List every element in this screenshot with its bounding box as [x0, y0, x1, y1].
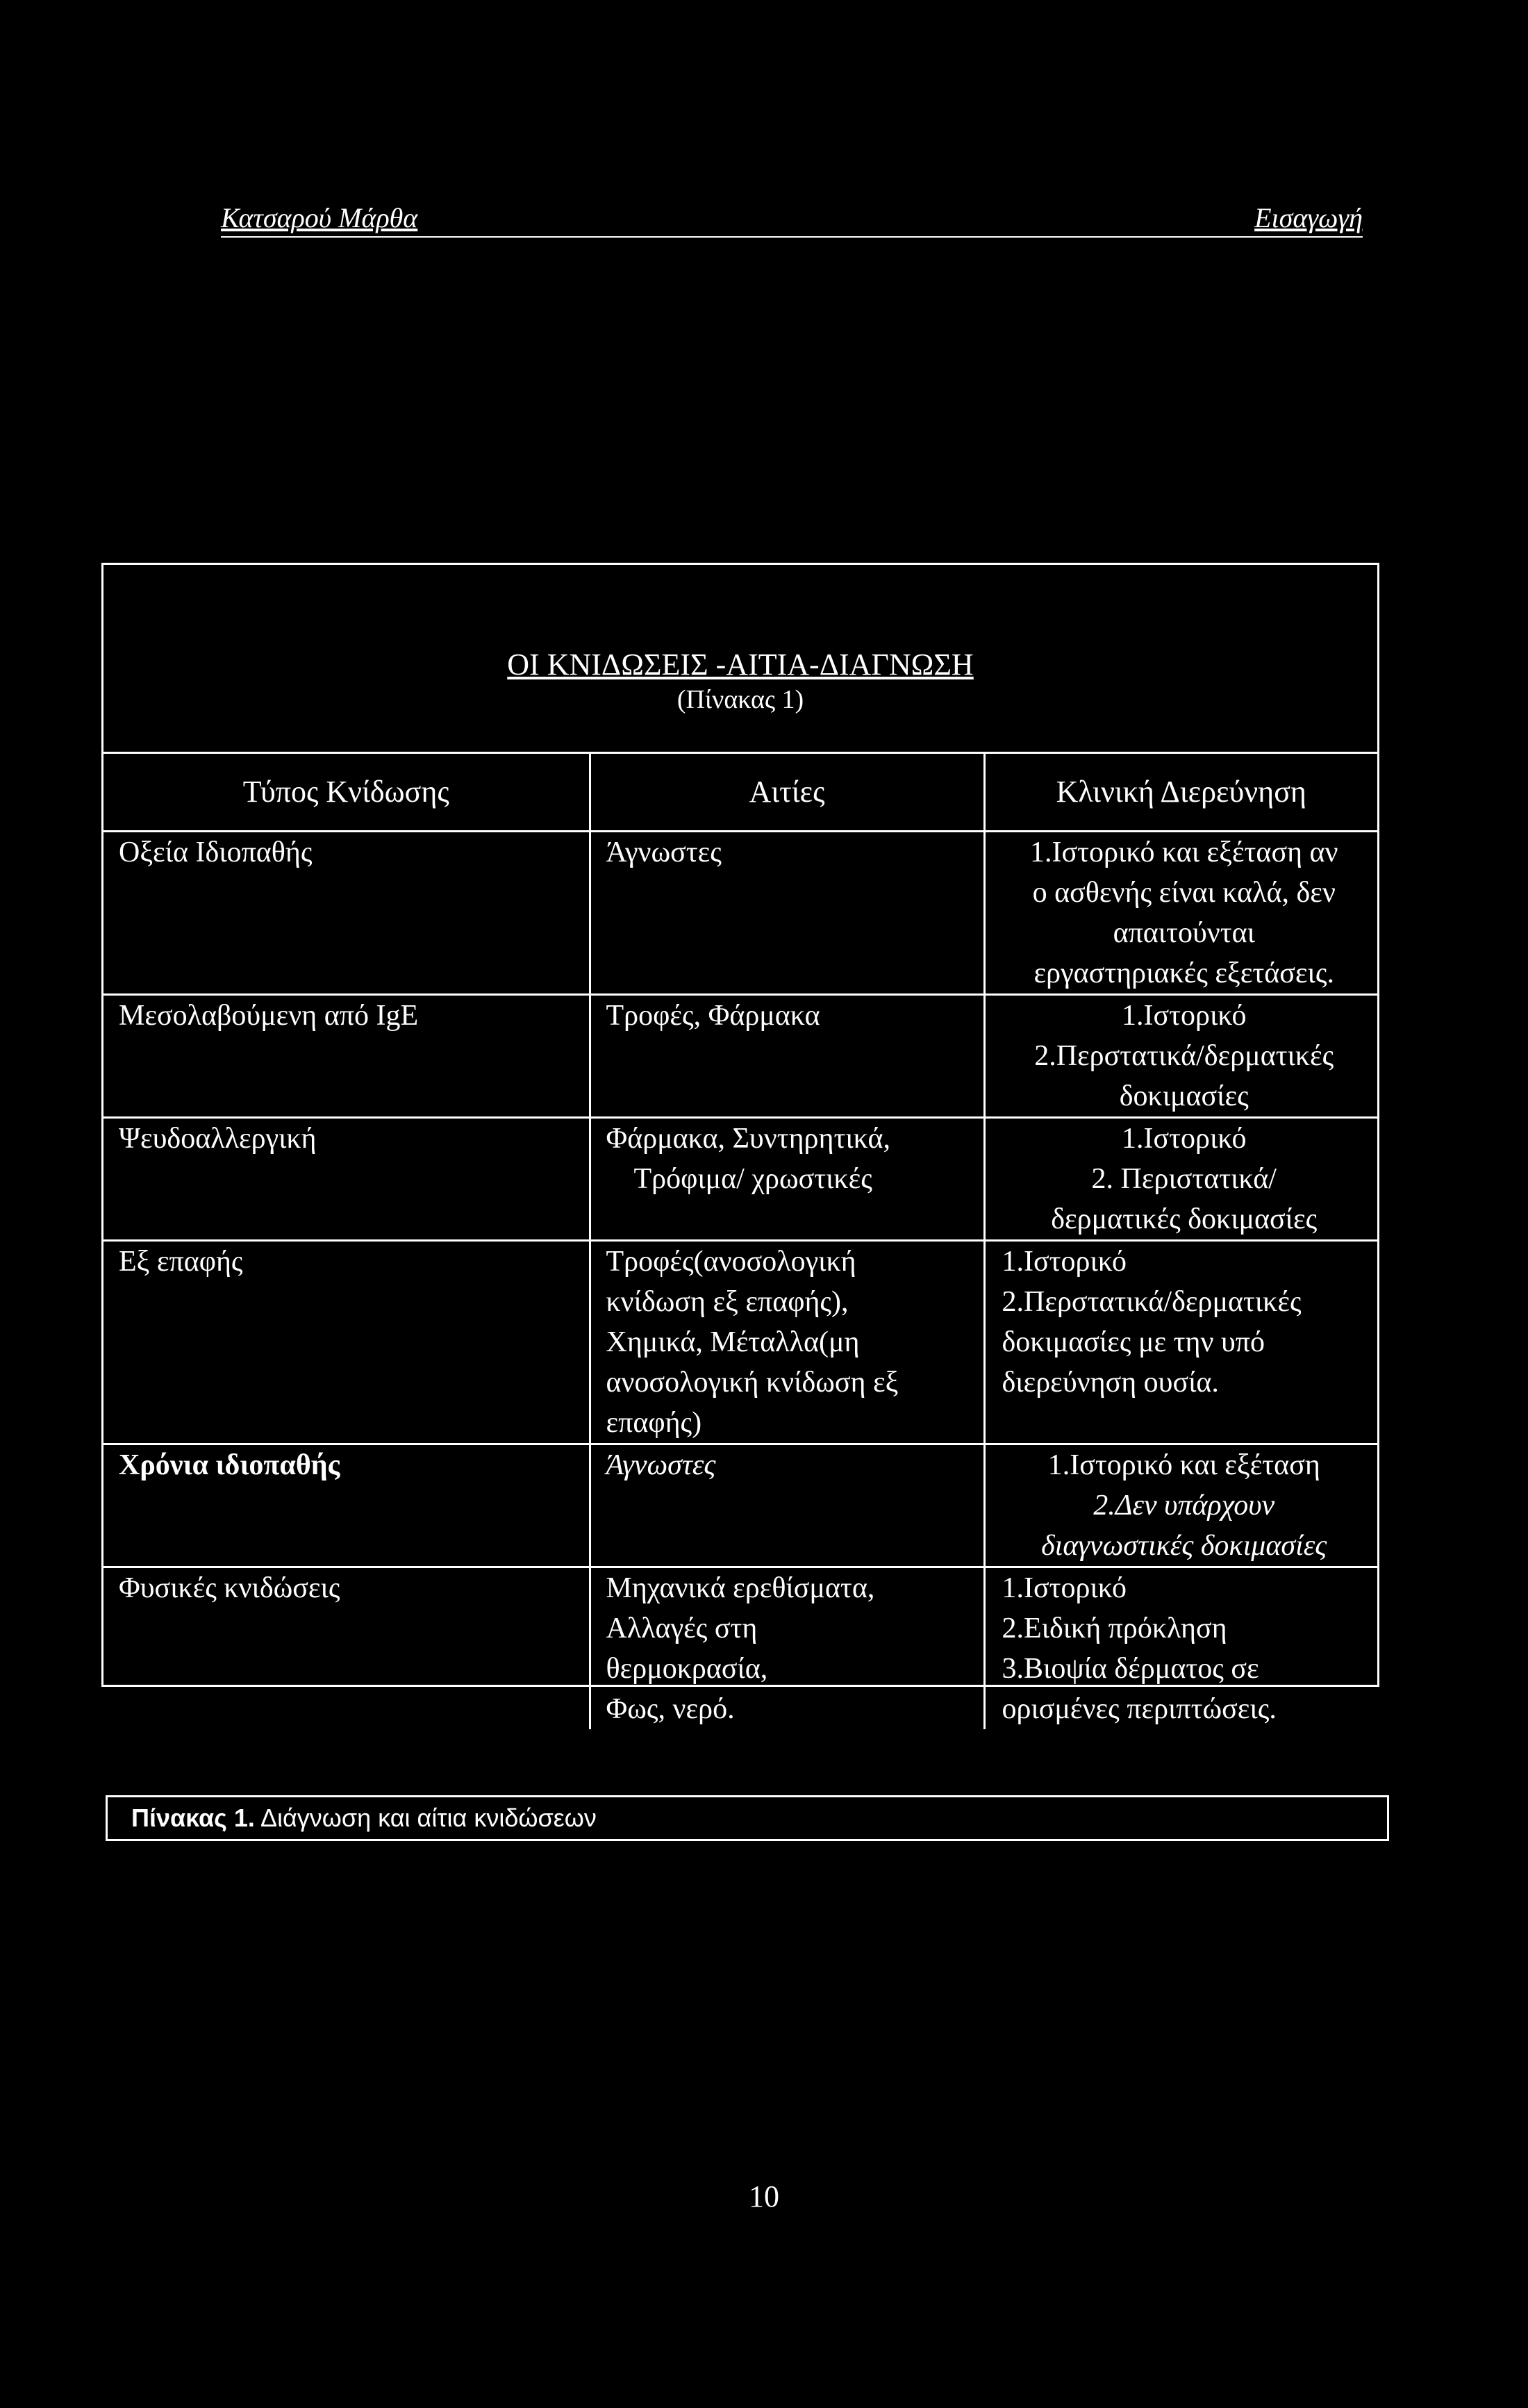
cell-line: διερεύνηση ουσία. [1002, 1367, 1219, 1399]
table-row [103, 995, 1377, 1118]
table-row [103, 1444, 1377, 1567]
cell-line: Χρόνια ιδιοπαθής [119, 1449, 340, 1481]
table-row [103, 1241, 1377, 1444]
cell-causes [590, 1567, 984, 1730]
cell-causes [590, 1118, 984, 1241]
cell-line: Οξεία Ιδιοπαθής [119, 836, 313, 868]
table-subtitle: (Πίνακας 1) [676, 685, 804, 714]
cell-line: Φως, νερό. [606, 1693, 735, 1725]
column-header-causes: Αιτίες [590, 753, 984, 832]
caption-text: Διάγνωση και αίτια κνιδώσεων [254, 1804, 597, 1832]
table-row [103, 1567, 1377, 1730]
cell-type [103, 1118, 590, 1241]
cell-line: 2.Δεν υπάρχουν [1093, 1490, 1275, 1522]
cell-type [103, 995, 590, 1118]
cell-line: Φυσικές κνιδώσεις [119, 1572, 340, 1604]
cell-line: Άγνωστες [606, 1449, 716, 1481]
cell-line: εργαστηριακές εξετάσεις. [1033, 957, 1334, 989]
table-grid [103, 752, 1377, 1729]
page-number: 10 [749, 2179, 779, 2213]
cell-line: Ψευδοαλλεργική [119, 1123, 317, 1155]
cell-line: ο ασθενής είναι καλά, δεν [1032, 877, 1336, 909]
cell-line: δερματικές δοκιμασίες [1051, 1203, 1318, 1235]
cell-line: Άγνωστες [606, 836, 722, 868]
table-row [103, 1118, 1377, 1241]
cell-line: δοκιμασίες με την υπό [1002, 1326, 1265, 1358]
cell-line: Φάρμακα, Συντηρητικά, [606, 1123, 890, 1155]
cell-line: Εξ επαφής [119, 1246, 243, 1278]
cell-type [103, 1567, 590, 1730]
cell-line: Τροφές, Φάρμακα [606, 1000, 820, 1032]
column-header-type: Τύπος Κνίδωσης [103, 753, 590, 832]
cell-causes [590, 1444, 984, 1567]
cell-line: 1.Ιστορικό [1121, 1000, 1247, 1032]
cell-line: ορισμένες περιπτώσεις. [1002, 1693, 1277, 1725]
table-row [103, 832, 1377, 995]
cell-line: κνίδωση εξ επαφής), [606, 1286, 849, 1318]
cell-diagnosis [984, 832, 1377, 995]
cell-line: 2.Περστατικά/δερματικές [1002, 1286, 1302, 1318]
cell-line: 2.Ειδική πρόκληση [1002, 1613, 1227, 1644]
cell-type [103, 1241, 590, 1444]
table-caption [103, 565, 1377, 754]
cell-line: 1.Ιστορικό [1002, 1246, 1127, 1278]
cell-line: Τρόφιμα/ χρωστικές [633, 1163, 872, 1195]
cell-causes [590, 1241, 984, 1444]
urticaria-table [101, 563, 1379, 1725]
cell-diagnosis [984, 1567, 1377, 1730]
cell-line: Αλλαγές στη [606, 1613, 758, 1644]
running-header [221, 200, 1363, 238]
cell-line: 1.Ιστορικό και εξέταση [1047, 1449, 1320, 1481]
cell-type [103, 832, 590, 995]
header-section: Εισαγωγή [1254, 202, 1363, 233]
table-header-row [103, 753, 1377, 832]
cell-line: δοκιμασίες [1119, 1080, 1249, 1112]
cell-line: επαφής) [606, 1407, 702, 1439]
cell-causes [590, 995, 984, 1118]
table-title: ΟΙ ΚΝΙΔΩΣΕΙΣ -ΑΙΤΙΑ-ΔΙΑΓΝΩΣΗ [507, 648, 974, 682]
caption-label: Πίνακας 1. [131, 1804, 255, 1832]
cell-type [103, 1444, 590, 1567]
cell-line: Τροφές(ανοσολογική [606, 1246, 856, 1278]
cell-diagnosis [984, 1241, 1377, 1444]
column-header-diagnosis: Κλινική Διερεύνηση [984, 753, 1377, 832]
cell-line: διαγνωστικές δοκιμασίες [1041, 1530, 1327, 1562]
cell-line: 3.Βιοψία δέρματος σε [1002, 1653, 1259, 1685]
cell-diagnosis [984, 1444, 1377, 1567]
figure-caption [106, 1795, 1389, 1841]
cell-diagnosis [984, 1118, 1377, 1241]
cell-line: Μηχανικά ερεθίσματα, [606, 1572, 875, 1604]
cell-diagnosis [984, 995, 1377, 1118]
cell-line: 1.Ιστορικό και εξέταση αν [1029, 836, 1338, 868]
cell-line: 2. Περιστατικά/ [1091, 1163, 1277, 1195]
cell-line: 2.Περστατικά/δερματικές [1034, 1040, 1334, 1072]
cell-line: απαιτούνται [1113, 917, 1255, 949]
cell-line: 1.Ιστορικό [1121, 1123, 1247, 1155]
header-author: Κατσαρού Μάρθα [221, 202, 418, 233]
cell-line: Μεσολαβούμενη από IgE [119, 1000, 419, 1032]
cell-causes [590, 832, 984, 995]
cell-line: 1.Ιστορικό [1002, 1572, 1127, 1604]
cell-line: ανοσολογική κνίδωση εξ [606, 1367, 899, 1399]
cell-line: θερμοκρασία, [606, 1653, 768, 1685]
cell-line: Χημικά, Μέταλλα(μη [606, 1326, 860, 1358]
